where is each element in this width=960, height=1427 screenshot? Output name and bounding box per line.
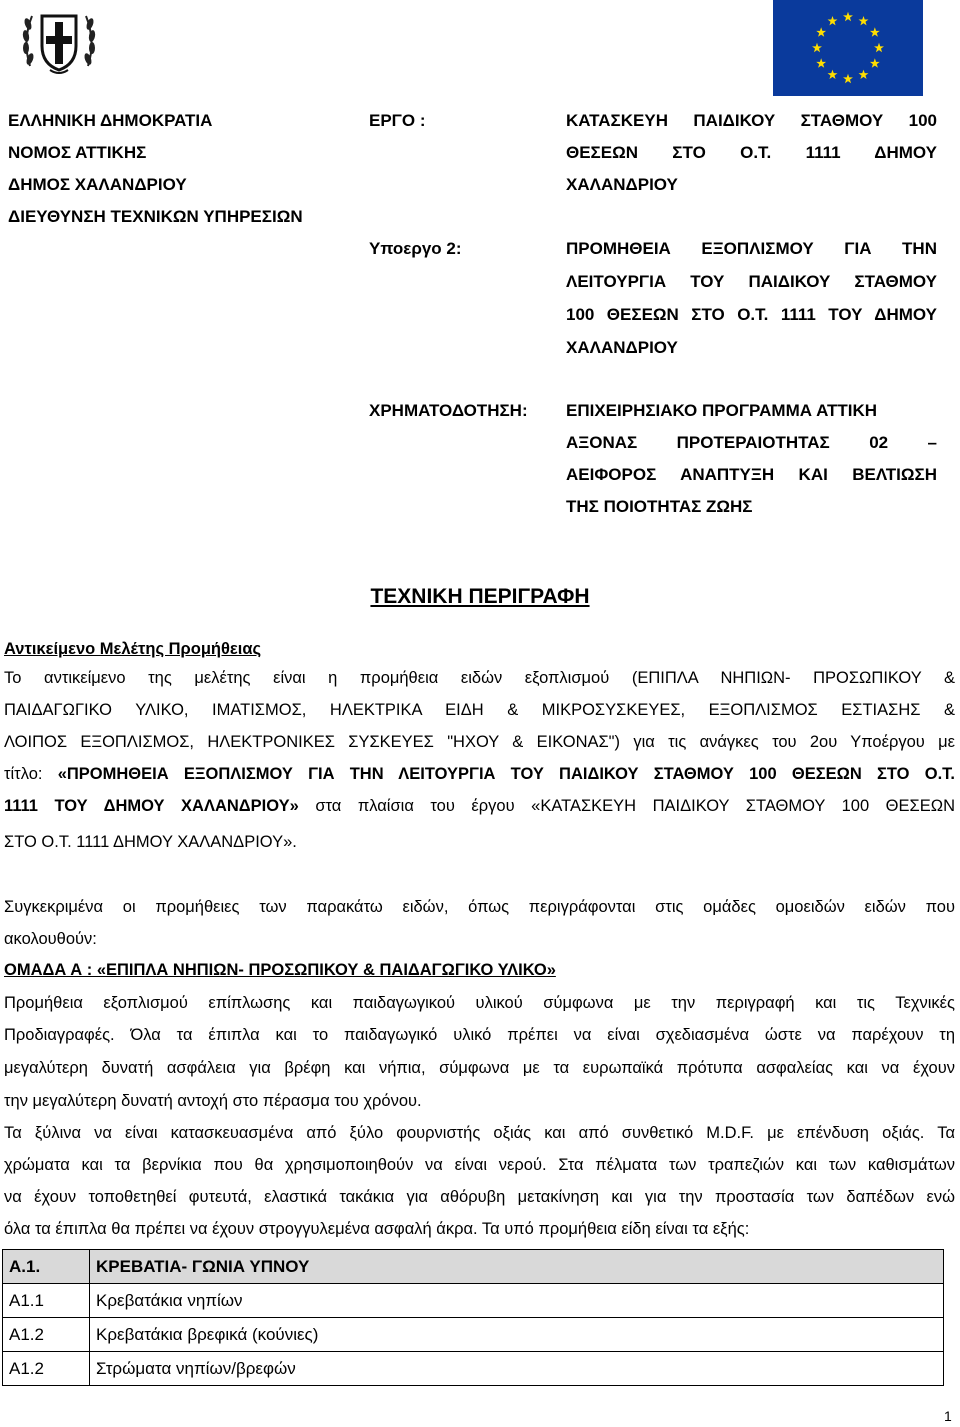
intro-title-bold-cont: 1111 ΤΟΥ ΔΗΜΟΥ ΧΑΛΑΝΔΡΙΟΥ» <box>4 797 299 815</box>
intro-line-2: ΠΑΙΔΑΓΩΓΙΚΟ ΥΛΙΚΟ, ΙΜΑΤΙΣΜΟΣ, ΗΛΕΚΤΡΙΚΑ ΕΙΔΗ & ΜΙΚΡΟΣΥΣΚΕΥΕΣ, ΕΞΟΠΛΙΣΜΟΣ ΕΣΤΙΑΣΗΣ & <box>4 701 955 719</box>
funding-label: ΧΡΗΜΑΤΟΔΟΤΗΣΗ: <box>369 401 528 420</box>
header-directorate: ΔΙΕΥΘΥΝΣΗ ΤΕΧΝΙΚΩΝ ΥΠΗΡΕΣΙΩΝ <box>8 207 303 226</box>
header-left-block <box>8 110 303 238</box>
ypoergo-label: Υποεργο 2: <box>369 239 462 258</box>
ypoergo-line: ΠΡΟΜΗΘΕΙΑ ΕΞΟΠΛΙΣΜΟΥ ΓΙΑ ΤΗΝ <box>566 239 937 258</box>
ypoergo-line: ΛΕΙΤΟΥΡΓΙΑ ΤΟΥ ΠΑΙΔΙΚΟΥ ΣΤΑΘΜΟΥ <box>566 272 937 291</box>
ergo-value <box>566 110 937 206</box>
intro-title-bold: «ΠΡΟΜΗΘΕΙΑ ΕΞΟΠΛΙΣΜΟΥ ΓΙΑ ΤΗΝ ΛΕΙΤΟΥΡΓΙΑ ΤΟΥ ΠΑΙΔΙΚΟΥ ΣΤΑΘΜΟΥ 100 ΘΕΣΕΩΝ ΣΤΟ Ο.Τ. <box>57 765 955 783</box>
intro-line-5-rest: στα πλαίσια του έργου «ΚΑΤΑΣΚΕΥΗ ΠΑΙΔΙΚΟΥ ΣΤΑΘΜΟΥ 100 ΘΕΣΕΩΝ <box>298 797 955 815</box>
table-row <box>3 1284 944 1318</box>
group-a-line: την μεγαλύτερη δυνατή αντοχή στο πέρασμα του χρόνου. <box>4 1092 422 1110</box>
item-name: Στρώματα νηπίων/βρεφών <box>90 1352 944 1386</box>
header-municipality: ΔΗΜΟΣ ΧΑΛΑΝΔΡΙΟΥ <box>8 175 187 194</box>
header-country: ΕΛΛΗΝΙΚΗ ΔΗΜΟΚΡΑΤΙΑ <box>8 111 213 130</box>
ypoergo-value <box>566 238 937 370</box>
ypoergo-line: ΧΑΛΑΝΔΡΙΟΥ <box>566 338 678 357</box>
funding-line: ΑΞΟΝΑΣ ΠΡΟΤΕΡΑΙΟΤΗΤΑΣ 02 – <box>566 433 937 452</box>
funding-value <box>566 400 937 528</box>
ergo-line: ΚΑΤΑΣΚΕΥΗ ΠΑΙΔΙΚΟΥ ΣΤΑΘΜΟΥ 100 <box>566 111 937 130</box>
group-a-line: Προμήθεια εξοπλισμού επίπλωσης και παιδαγωγικού υλικού σύμφωνα με την περιγραφή και τις Τεχνικές <box>4 994 955 1012</box>
funding-line: ΤΗΣ ΠΟΙΟΤΗΤΑΣ ΖΩΗΣ <box>566 497 753 516</box>
specific-line-2: ακολουθούν: <box>4 930 97 948</box>
group-a-line: να έχουν τοποθετηθεί φυτευτά, ελαστικά τακάκια για αθόρυβη μετακίνηση και για την προστασία των δαπέδων ενώ <box>4 1188 955 1206</box>
table-row <box>3 1250 944 1284</box>
subject-heading: Αντικείμενο Μελέτης Προμήθειας <box>4 640 262 658</box>
group-a-line: όλα τα έπιπλα θα πρέπει να έχουν στρογγυλεμένα ασφαλή άκρα. Τα υπό προμήθεια είδη είναι τα εξής: <box>4 1220 750 1238</box>
intro-line-5 <box>4 797 955 816</box>
intro-line-4 <box>4 765 955 784</box>
table-row <box>3 1352 944 1386</box>
intro-line-3: ΛΟΙΠΟΣ ΕΞΟΠΛΙΣΜΟΣ, ΗΛΕΚΤΡΟΝΙΚΕΣ ΣΥΣΚΕΥΕΣ "ΗΧΟΥ & ΕΙΚΟΝΑΣ") για τις ανάγκες του 2ου Υποέργου με <box>4 733 955 751</box>
funding-line: ΑΕΙΦΟΡΟΣ ΑΝΑΠΤΥΞΗ ΚΑΙ ΒΕΛΤΙΩΣΗ <box>566 465 937 484</box>
intro-line-6: ΣΤΟ Ο.Τ. 1111 ΔΗΜΟΥ ΧΑΛΑΝΔΡΙΟΥ». <box>4 833 297 851</box>
page-title: ΤΕΧΝΙΚΗ ΠΕΡΙΓΡΑΦΗ <box>370 585 590 608</box>
item-name: Κρεβατάκια νηπίων <box>90 1284 944 1318</box>
specific-line-1: Συγκεκριμένα οι προμήθειες των παρακάτω ειδών, όπως περιγράφονται στις ομάδες ομοειδών ειδών που <box>4 898 955 916</box>
item-code: Α1.2 <box>3 1318 90 1352</box>
group-a-heading: ΟΜΑΔΑ Α : «ΕΠΙΠΛΑ ΝΗΠΙΩΝ- ΠΡΟΣΩΠΙΚΟΥ & ΠΑΙΔΑΓΩΓΙΚΟ ΥΛΙΚΟ» <box>4 961 556 979</box>
ergo-line: ΧΑΛΑΝΔΡΙΟΥ <box>566 175 678 194</box>
header-prefecture: ΝΟΜΟΣ ΑΤΤΙΚΗΣ <box>8 143 147 162</box>
table-row <box>3 1318 944 1352</box>
intro-title-prefix: τίτλο: <box>4 765 58 783</box>
group-a-line: μεγαλύτερη δυνατή ασφάλεια για βρέφη και νήπια, σύμφωνα με τα ευρωπαϊκά πρότυπα ασφαλείας και να έχουν <box>4 1059 955 1077</box>
item-code: Α.1. <box>3 1250 90 1284</box>
intro-line-1: Το αντικείμενο της μελέτης είναι η προμήθεια ειδών εξοπλισμού (ΕΠΙΠΛΑ ΝΗΠΙΩΝ- ΠΡΟΣΩΠΙΚΟΥ & <box>4 669 955 687</box>
ergo-label: ΕΡΓΟ : <box>369 111 426 130</box>
group-a-line: χρώματα και τα βερνίκια που θα χρησιμοποιηθούν να είναι νερού. Στα πέλματα των τραπεζιών και των καθισμάτων <box>4 1156 955 1174</box>
group-a-line: Τα ξύλινα να είναι κατασκευασμένα από ξύλο φουρνιστής οξιάς και από συνθετικό M.D.F. με επένδυση οξιάς. Τα <box>4 1124 955 1142</box>
item-code: Α1.2 <box>3 1352 90 1386</box>
ergo-line: ΘΕΣΕΩΝ ΣΤΟ Ο.Τ. 1111 ΔΗΜΟΥ <box>566 143 937 162</box>
greek-emblem-logo <box>20 6 98 76</box>
funding-line: ΕΠΙΧΕΙΡΗΣΙΑΚΟ ΠΡΟΓΡΑΜΜΑ ΑΤΤΙΚΗ <box>566 401 878 420</box>
group-a-line: Προδιαγραφές. Όλα τα έπιπλα και το παιδαγωγικό υλικό πρέπει να είναι σχεδιασμένα ώστε να παρέχουν τη <box>4 1026 955 1044</box>
item-name: ΚΡΕΒΑΤΙΑ- ΓΩΝΙΑ ΥΠΝΟΥ <box>90 1250 944 1284</box>
ypoergo-line: 100 ΘΕΣΕΩΝ ΣΤΟ Ο.Τ. 1111 ΤΟΥ ΔΗΜΟΥ <box>566 305 937 324</box>
page-number: 1 <box>944 1408 952 1424</box>
items-table <box>2 1249 944 1386</box>
item-name: Κρεβατάκια βρεφικά (κούνιες) <box>90 1318 944 1352</box>
eu-flag-logo <box>773 0 923 96</box>
item-code: Α1.1 <box>3 1284 90 1318</box>
